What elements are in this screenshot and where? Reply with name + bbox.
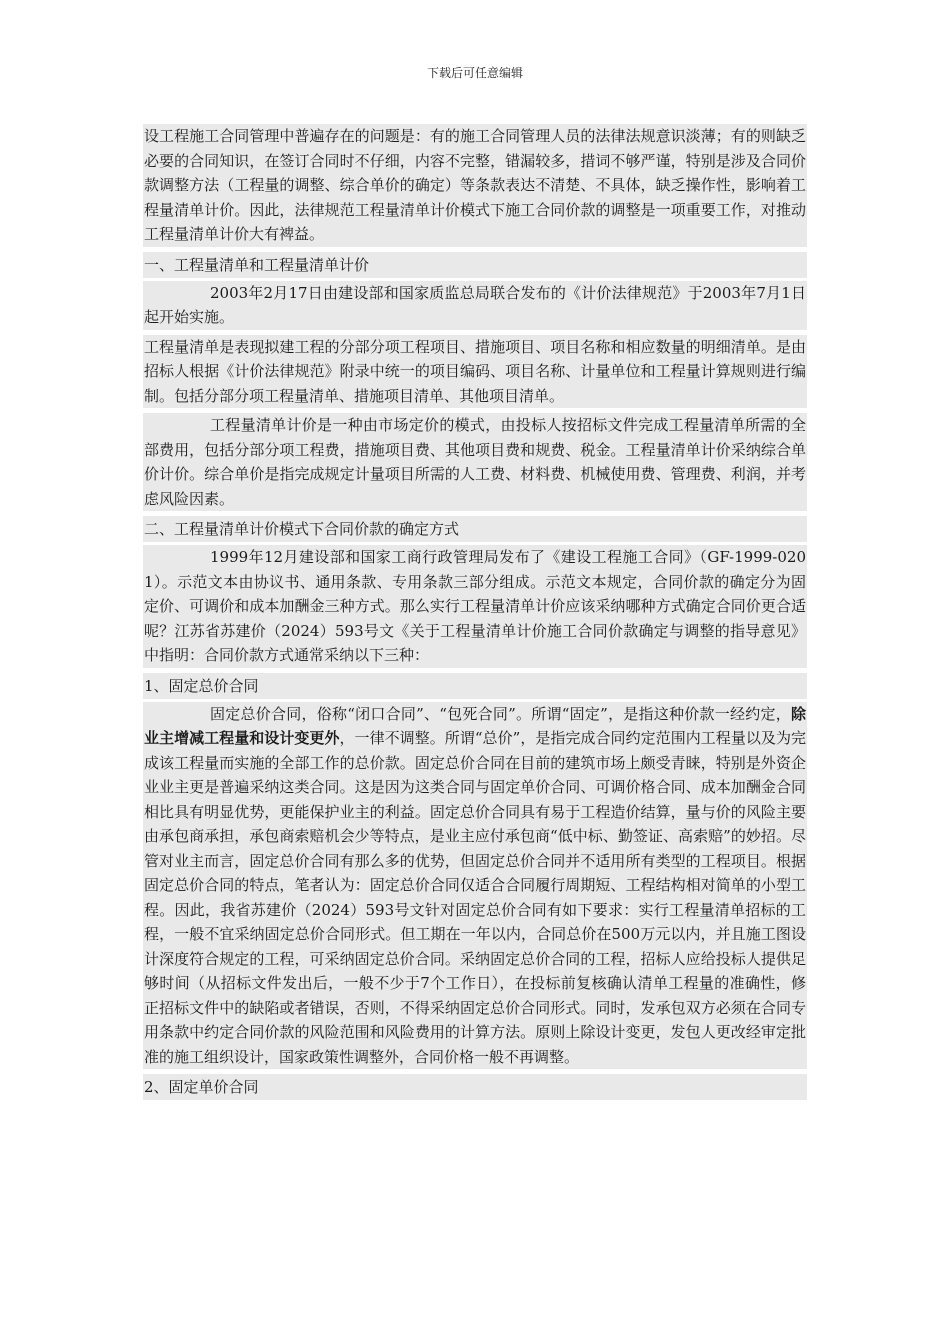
paragraph-bill-of-quantities: 工程量清单是表现拟建工程的分部分项工程项目、措施项目、项目名称和相应数量的明细清单。是由招标人根据《计价法律规范》附录中统一的项目编码、项目名称、计量单位和工程量计算规则进行编制。包括分部分项工程量清单、措施项目清单、其他项目清单。 bbox=[143, 335, 807, 409]
section-heading-3: 1、固定总价合同 bbox=[143, 673, 807, 699]
bold-emphasis: 除业主增减工程量和设计变更外 bbox=[144, 704, 806, 747]
section-heading-4: 2、固定单价合同 bbox=[143, 1074, 807, 1100]
paragraph-bill-pricing: 工程量清单计价是一种由市场定价的模式，由投标人按招标文件完成工程量清单所需的全部费用，包括分部分项工程费，措施项目费、其他项目费和规费、税金。工程量清单计价采纳综合单价计价。综合单价是指完成规定计量项目所需的人工费、材料费、机械使用费、管理费、利润，并考虑风险因素。 bbox=[143, 413, 807, 511]
section-heading-2: 二、工程量清单计价模式下合同价款的确定方式 bbox=[143, 516, 807, 542]
document-body bbox=[143, 124, 807, 1105]
paragraph-intro: 设工程施工合同管理中普遍存在的问题是：有的施工合同管理人员的法律法规意识淡薄；有的则缺乏必要的合同知识，在签订合同时不仔细，内容不完整，错漏较多，措词不够严谨，特别是涉及合同价款调整方法（工程量的调整、综合单价的确定）等条款表达不清楚、不具体，缺乏操作性，影响着工程量清单计价。因此，法律规范工程量清单计价模式下施工合同价款的调整是一项重要工作，对推动工程量清单计价大有裨益。 bbox=[143, 124, 807, 247]
paragraph-regulation-date: 2003年2月17日由建设部和国家质监总局联合发布的《计价法律规范》于2003年7月1日起开始实施。 bbox=[143, 281, 807, 330]
text-run: ，一律不调整。所谓“总价”，是指完成合同约定范围内工程量以及为完成该工程量而实施的全部工作的总价款。固定总价合同在目前的建筑市场上颇受青睐，特别是外资企业业主更是普遍采纳这类合同。这是因为这类合同与固定单价合同、可调价格合同、成本加酬金合同相比具有明显优势，更能保护业主的利益。固定总价合同具有易于工程造价结算，量与价的风险主要由承包商承担，承包商索赔机会少等特点，是业主应付承包商“低中标、勤签证、高索赔”的妙招。尽管对业主而言，固定总价合同有那么多的优势，但固定总价合同并不适用所有类型的工程项目。根据固定总价合同的特点，笔者认为：固定总价合同仅适合合同履行周期短、工程结构相对简单的小型工程。因此，我省苏建价（2024）593号文针对固定总价合同有如下要求：实行工程量清单招标的工程，一般不宜采纳固定总价合同形式。但工期在一年以内，合同总价在500万元以内，并且施工图设计深度符合规定的工程，可采纳固定总价合同。采纳固定总价合同的工程，招标人应给投标人提供足够时间（从招标文件发出后，一般不少于7个工作日），在投标前复核确认清单工程量的准确性，修正招标文件中的缺陷或者错误，否则，不得采纳固定总价合同形式。同时，发承包双方必须在合同专用条款中约定合同价款的风险范围和风险费用的计算方法。原则上除设计变更，发包人更改经审定批准的施工组织设计，国家政策性调整外，合同价格一般不再调整。 bbox=[144, 729, 806, 1066]
paragraph-fixed-total-price bbox=[143, 702, 807, 1070]
paragraph-contract-methods: 1999年12月建设部和国家工商行政管理局发布了《建设工程施工合同》（GF-1999-0201）。示范文本由协议书、通用条款、专用条款三部分组成。示范文本规定，合同价款的确定分为固定价、可调价和成本加酬金三种方式。那么实行工程量清单计价应该采纳哪种方式确定合同价更合适呢？江苏省苏建价（2024）593号文《关于工程量清单计价施工合同价款确定与调整的指导意见》中指明：合同价款方式通常采纳以下三种： bbox=[143, 545, 807, 668]
section-heading-1: 一、工程量清单和工程量清单计价 bbox=[143, 252, 807, 278]
page-header-note: 下载后可任意编辑 bbox=[426, 66, 523, 80]
text-run: 固定总价合同，俗称“闭口合同”、“包死合同”。所谓“固定”，是指这种价款一经约定， bbox=[210, 704, 791, 723]
